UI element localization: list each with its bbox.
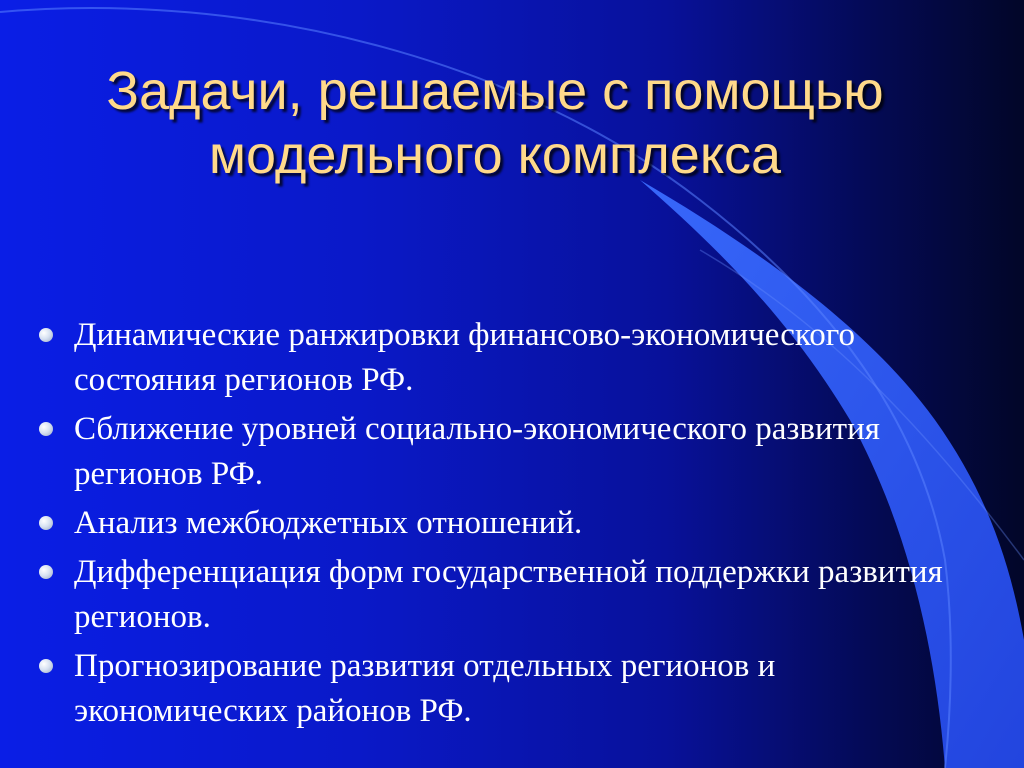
bullet-item xyxy=(38,407,978,497)
bullet-text: Прогнозирование развития отдельных регионов и экономических районов РФ. xyxy=(74,648,776,729)
bullet-item xyxy=(38,644,978,734)
bullet-text: Дифференциация форм государственной поддержки развития регионов. xyxy=(74,554,943,635)
bullet-dot-icon xyxy=(39,565,53,579)
slide-title xyxy=(0,60,990,187)
bullet-list xyxy=(38,313,978,738)
bullet-dot-icon xyxy=(39,516,53,530)
bullet-text: Сближение уровней социально-экономического развития регионов РФ. xyxy=(74,411,880,492)
bullet-dot-icon xyxy=(39,422,53,436)
bullet-text: Анализ межбюджетных отношений. xyxy=(74,505,583,541)
slide-title-line-2: модельного комплекса xyxy=(208,124,782,185)
slide-title-line-1: Задачи, решаемые с помощью xyxy=(106,61,884,121)
bullet-dot-icon xyxy=(39,659,53,673)
bullet-item xyxy=(38,550,978,640)
bullet-dot-icon xyxy=(39,328,53,342)
bullet-text: Динамические ранжировки финансово-экономического состояния регионов РФ. xyxy=(74,317,855,398)
bullet-item xyxy=(38,313,978,403)
bullet-item xyxy=(38,501,978,546)
